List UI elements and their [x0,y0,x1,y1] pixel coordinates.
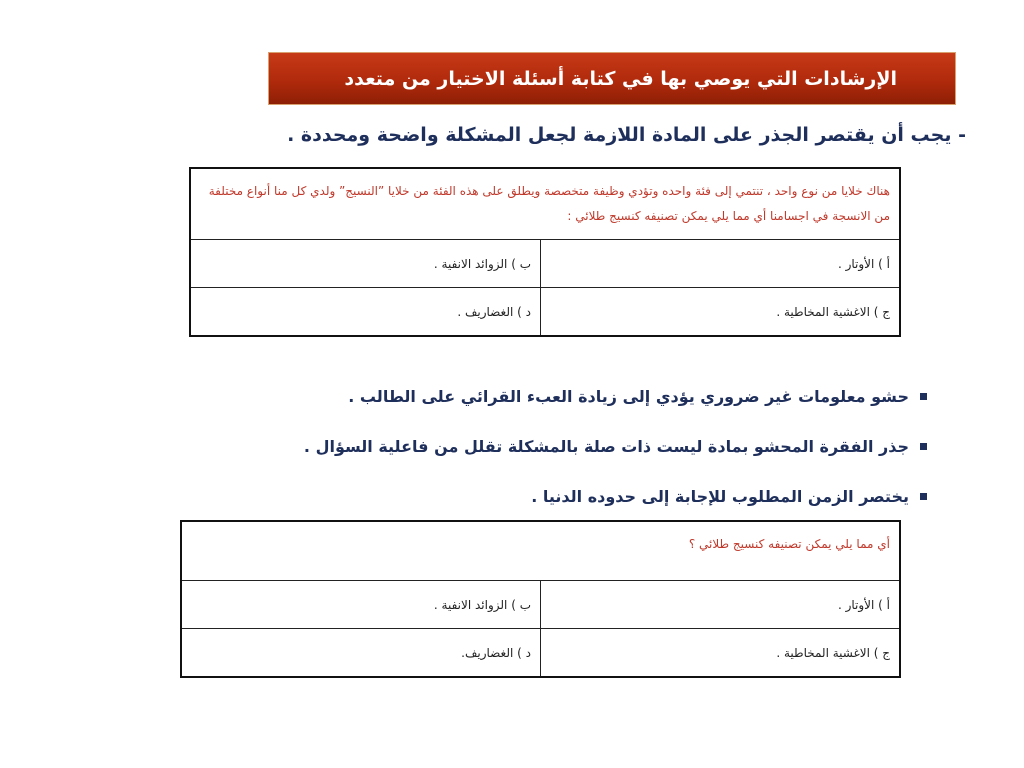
slide-title [268,52,956,105]
question-2-option-b: ب ) الزوائد الانفية . [181,581,541,629]
question-1-option-a: أ ) الأوتار . [541,240,901,288]
square-bullet-icon [920,393,927,400]
question-2-table [180,520,901,678]
question-2-option-a: أ ) الأوتار . [541,581,901,629]
question-2-option-d: د ) الغضاريف. [181,629,541,678]
bullet-item [304,380,927,430]
bullet-text: حشو معلومات غير ضروري يؤدي إلى زيادة العبء القرائي على الطالب . [348,387,909,406]
question-1-option-b: ب ) الزوائد الانفية . [190,240,541,288]
slide-title-text: الإرشادات التي يوصي بها في كتابة أسئلة الاختيار من متعدد [344,67,897,90]
question-2-stem: أي مما يلي يمكن تصنيفه كنسيج طلائي ؟ [181,521,900,581]
guideline-heading: - يجب أن يقتصر الجذر على المادة اللازمة لجعل المشكلة واضحة ومحددة . [287,124,966,146]
bullet-list [304,380,927,530]
square-bullet-icon [920,443,927,450]
question-1-table [189,167,901,337]
question-2-option-c: ج ) الاغشية المخاطية . [541,629,901,678]
question-1-stem: هناك خلايا من نوع واحد ، تنتمي إلى فئة واحده وتؤدي وظيفة متخصصة ويطلق على هذه الفئة من خلايا ”النسيج” ولدي كل منا أنواع مختلفة من الانسجة في اجسامنا أي مما يلي يمكن تصنيفه كنسيج طلائي : [190,168,900,240]
bullet-text: جذر الفقرة المحشو بمادة ليست ذات صلة بالمشكلة تقلل من فاعلية السؤال . [303,437,909,456]
square-bullet-icon [920,493,927,500]
bullet-item [304,430,927,480]
question-1-option-d: د ) الغضاريف . [190,288,541,337]
bullet-text: يختصر الزمن المطلوب للإجابة إلى حدوده الدنيا . [531,487,909,506]
question-1-option-c: ج ) الاغشية المخاطية . [541,288,901,337]
